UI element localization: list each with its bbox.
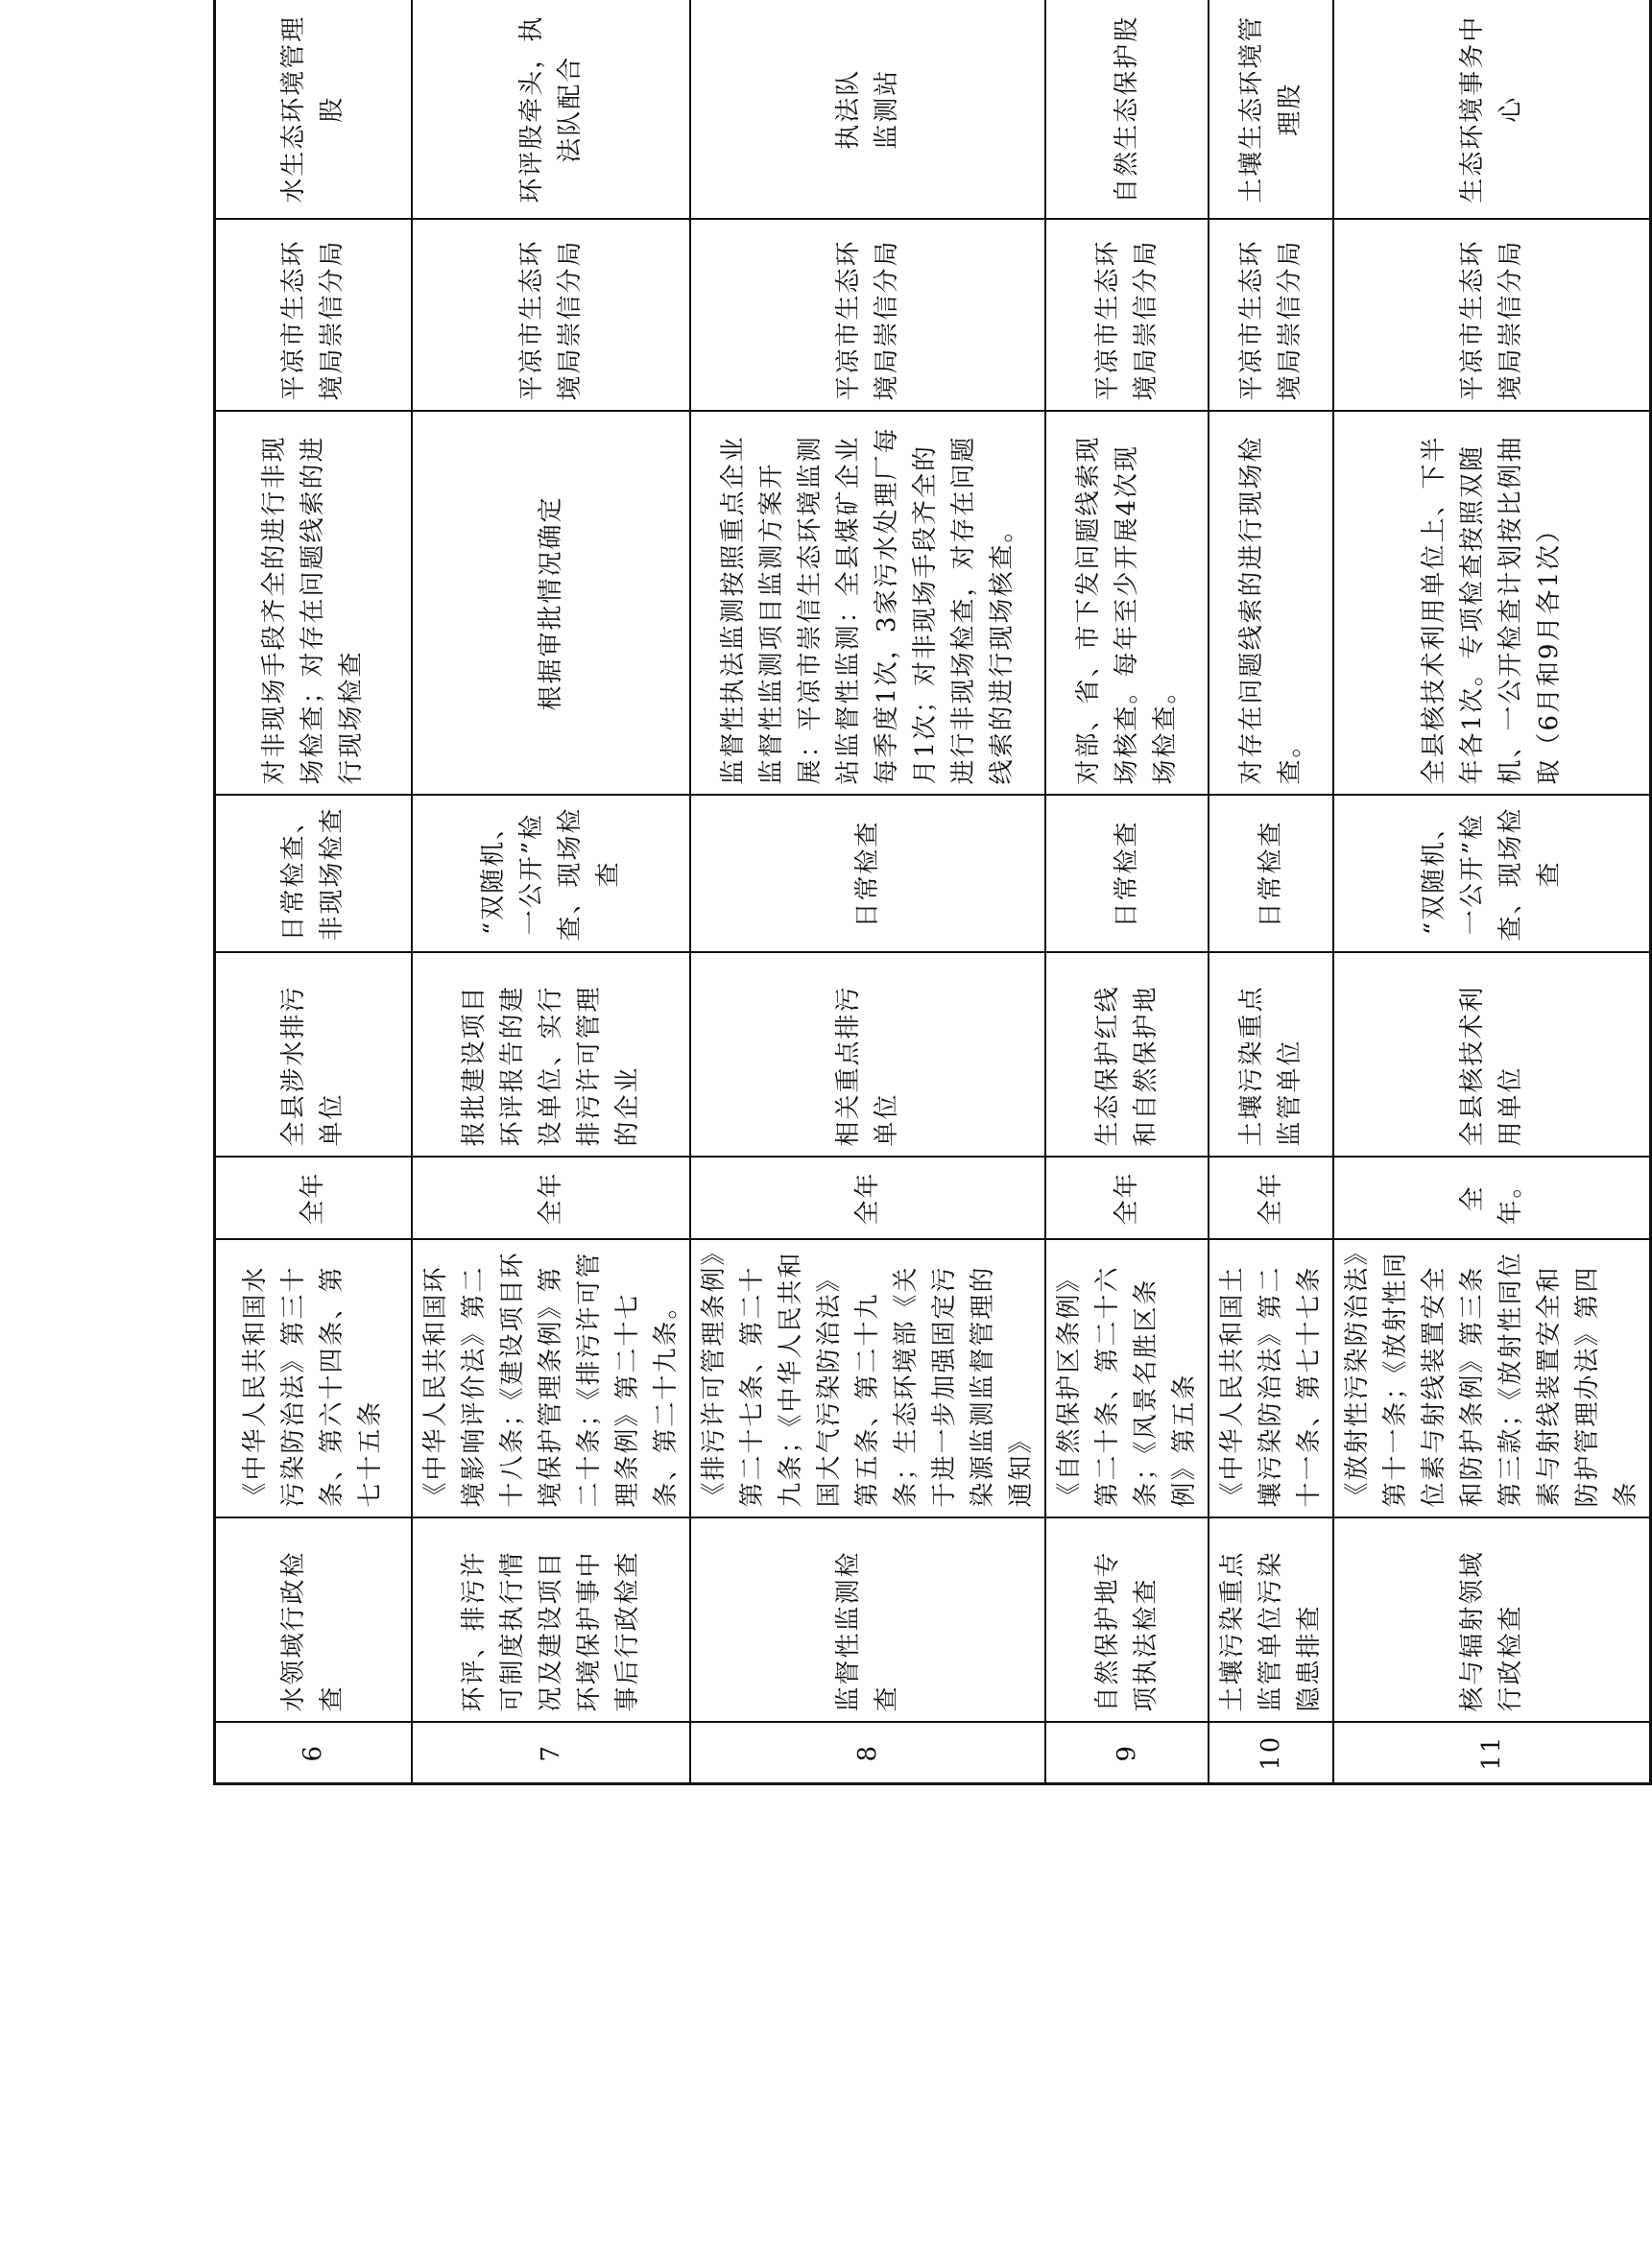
legal-basis: 《中华人民共和国水污染防治法》第三十条、第六十四条、第七十五条 [215,1240,412,1518]
inspection-item: 水领域行政检查 [215,1518,412,1723]
inspection-object: 相关重点排污单位 [690,953,1045,1158]
responsible-department: 平凉市生态环境局崇信分局 [1333,220,1651,412]
inspection-item: 核与辐射领域行政检查 [1333,1518,1651,1723]
responsible-department: 平凉市生态环境局崇信分局 [1045,220,1209,412]
inspection-object: 报批建设项目环评报告的建设单位、实行排污许可管理的企业 [412,953,690,1158]
table-row [1209,0,1333,1784]
inspection-frequency: 对非现场手段齐全的进行非现场检查；对存在问题线索的进行现场检查 [215,412,412,796]
responsible-department: 平凉市生态环境局崇信分局 [215,220,412,412]
inspection-frequency: 对存在问题线索的进行现场检查。 [1209,412,1333,796]
legal-basis: 《中华人民共和国环境影响评价法》第二十八条；《建设项目环境保护管理条例》第二十条；《排污许可管理条例》第二十七条、第二十九条。 [412,1240,690,1518]
row-number: 6 [215,1723,412,1784]
legal-basis: 《自然保护区条例》第二十条、第二十六条；《风景名胜区条例》第五条 [1045,1240,1209,1518]
table-row [690,0,1045,1784]
inspection-object: 生态保护红线和自然保护地 [1045,953,1209,1158]
inspection-time: 全年 [690,1158,1045,1240]
row-number: 10 [1209,1723,1333,1784]
table-row [215,0,412,1784]
table-row [1333,0,1651,1784]
inspection-frequency: 监督性执法监测按照重点企业监督性监测项目监测方案开展：平凉市崇信生态环境监测站监督性监测：全县煤矿企业每季度1次，3家污水处理厂每月1次；对非现场手段齐全的进行非现场检查，对存在问题线索的进行现场核查。 [690,412,1045,796]
inspection-item: 监督性监测检查 [690,1518,1045,1723]
responsible-unit: 环评股牵头，执法队配合 [412,0,690,220]
row-number: 7 [412,1723,690,1784]
responsible-unit: 自然生态保护股 [1045,0,1209,220]
row-number: 8 [690,1723,1045,1784]
inspection-method: “双随机、一公开”检查、现场检查 [1333,796,1651,953]
rotated-table-area [213,0,1640,1785]
responsible-unit: 生态环境事务中心 [1333,0,1651,220]
inspection-item: 自然保护地专项执法检查 [1045,1518,1209,1723]
legal-basis: 《中华人民共和国土壤污染防治法》第二十一条、第七十七条 [1209,1240,1333,1518]
inspection-time: 全年 [412,1158,690,1240]
inspection-frequency: 根据审批情况确定 [412,412,690,796]
inspection-object: 全县涉水排污单位 [215,953,412,1158]
inspection-frequency: 对部、省、市下发问题线索现场核查。每年至少开展4次现场检查。 [1045,412,1209,796]
inspection-object: 全县核技术利用单位 [1333,953,1651,1158]
inspection-method: 日常检查 [1209,796,1333,953]
inspection-method: “双随机、一公开”检查、现场检查 [412,796,690,953]
responsible-unit: 执法队 监测站 [690,0,1045,220]
table-row [412,0,690,1784]
legal-basis: 《放射性污染防治法》第十一条；《放射性同位素与射线装置安全和防护条例》第三条第三款；《放射性同位素与射线装置安全和防护管理办法》第四条 [1333,1240,1651,1518]
responsible-department: 平凉市生态环境局崇信分局 [690,220,1045,412]
inspection-item: 土壤污染重点监管单位污染隐患排查 [1209,1518,1333,1723]
legal-basis: 《排污许可管理条例》第二十七条、第二十九条；《中华人民共和国大气污染防治法》第五条、第二十九条；生态环境部《关于进一步加强固定污染源监测监督管理的通知》 [690,1240,1045,1518]
inspection-method: 日常检查 [1045,796,1209,953]
responsible-department: 平凉市生态环境局崇信分局 [1209,220,1333,412]
inspection-time: 全年 [215,1158,412,1240]
inspection-item: 环评、排污许可制度执行情况及建设项目环境保护事中事后行政检查 [412,1518,690,1723]
page-number [1183,0,1240,10]
inspection-object: 土壤污染重点监管单位 [1209,953,1333,1158]
inspection-time: 全年 [1209,1158,1333,1240]
row-number: 11 [1333,1723,1651,1784]
responsible-unit: 土壤生态环境管理股 [1209,0,1333,220]
table-row [1045,0,1209,1784]
row-number: 9 [1045,1723,1209,1784]
inspection-time: 全年。 [1333,1158,1651,1240]
responsible-department: 平凉市生态环境局崇信分局 [412,220,690,412]
inspection-method: 日常检查、非现场检查 [215,796,412,953]
inspection-time: 全年 [1045,1158,1209,1240]
responsible-unit: 水生态环境管理股 [215,0,412,220]
inspection-frequency: 全县核技术利用单位上、下半年各1次。专项检查按照双随机、一公开检查计划按比例抽取（6月和9月各1次） [1333,412,1651,796]
inspection-plan-table [213,0,1652,1785]
inspection-method: 日常检查 [690,796,1045,953]
